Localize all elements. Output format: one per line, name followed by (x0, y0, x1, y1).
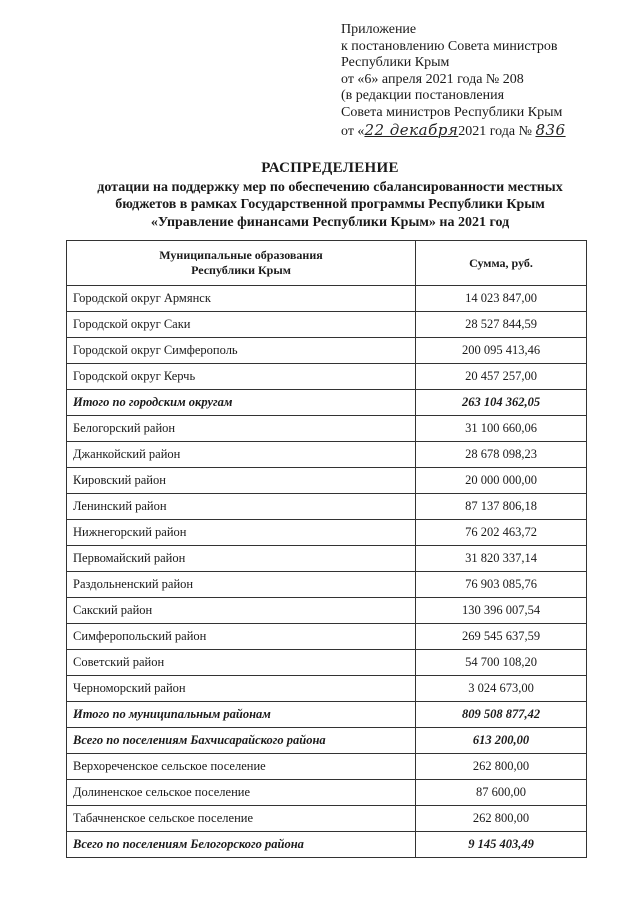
municipality-cell: Долиненское сельское поселение (67, 780, 416, 806)
appendix-last-middle: 2021 года № (458, 123, 532, 139)
table-row (67, 806, 587, 832)
table-total-row (67, 390, 587, 416)
col-header-line: Муниципальные образования (159, 248, 323, 262)
sum-cell: 613 200,00 (416, 728, 587, 754)
municipality-cell: Черноморский район (67, 676, 416, 702)
table-body (67, 286, 587, 858)
table-row (67, 624, 587, 650)
municipality-cell: Раздольненский район (67, 572, 416, 598)
sum-cell: 269 545 637,59 (416, 624, 587, 650)
municipality-cell: Городской округ Симферополь (67, 338, 416, 364)
appendix-header (341, 22, 631, 140)
municipality-cell: Ленинский район (67, 494, 416, 520)
sum-cell: 263 104 362,05 (416, 390, 587, 416)
table-row (67, 754, 587, 780)
table-row (67, 520, 587, 546)
table-row (67, 286, 587, 312)
table-row (67, 494, 587, 520)
municipality-cell: Всего по поселениям Белогорского района (67, 832, 416, 858)
table-row (67, 598, 587, 624)
table-row (67, 468, 587, 494)
handwritten-number: 836 (535, 120, 566, 139)
table-row (67, 416, 587, 442)
appendix-line: Совета министров Республики Крым (341, 104, 563, 120)
municipality-cell: Верхореченское сельское поселение (67, 754, 416, 780)
sum-cell: 31 100 660,06 (416, 416, 587, 442)
municipality-cell: Джанкойский район (67, 442, 416, 468)
municipality-cell: Табачненское сельское поселение (67, 806, 416, 832)
title-sub-line: «Управление финансами Республики Крым» на 2021 год (150, 214, 510, 230)
appendix-line: Республики Крым (341, 55, 450, 71)
municipality-cell: Белогорский район (67, 416, 416, 442)
municipality-cell: Советский район (67, 650, 416, 676)
col-header-line: Республики Крым (191, 263, 291, 277)
municipality-cell: Симферопольский район (67, 624, 416, 650)
sum-cell: 200 095 413,46 (416, 338, 587, 364)
handwritten-date: 22 декабря (364, 120, 459, 139)
table-total-row (67, 702, 587, 728)
table-row (67, 442, 587, 468)
col-municipality-header (67, 241, 416, 286)
appendix-last-line (341, 122, 631, 141)
sum-cell: 20 457 257,00 (416, 364, 587, 390)
title-main: РАСПРЕДЕЛЕНИЕ (261, 160, 399, 176)
municipality-cell: Первомайский район (67, 546, 416, 572)
appendix-line: Приложение (341, 22, 417, 37)
title-sub-line: дотации на поддержку мер по обеспечению сбалансированности местных (97, 179, 563, 195)
appendix-line: от «6» апреля 2021 года № 208 (341, 71, 524, 87)
table-row (67, 650, 587, 676)
document-title (40, 160, 620, 231)
municipality-cell: Городской округ Армянск (67, 286, 416, 312)
municipality-cell: Городской округ Саки (67, 312, 416, 338)
table-total-row (67, 728, 587, 754)
municipality-cell: Нижнегорский район (67, 520, 416, 546)
sum-cell: 28 678 098,23 (416, 442, 587, 468)
table-header-row (67, 241, 587, 286)
sum-cell: 3 024 673,00 (416, 676, 587, 702)
municipality-cell: Итого по муниципальным районам (67, 702, 416, 728)
table-row (67, 312, 587, 338)
sum-cell: 262 800,00 (416, 754, 587, 780)
sum-cell: 87 137 806,18 (416, 494, 587, 520)
appendix-line: (в редакции постановления (341, 88, 505, 104)
sum-cell: 31 820 337,14 (416, 546, 587, 572)
sum-cell: 54 700 108,20 (416, 650, 587, 676)
distribution-table (66, 240, 587, 858)
municipality-cell: Кировский район (67, 468, 416, 494)
sum-cell: 262 800,00 (416, 806, 587, 832)
table-total-row (67, 832, 587, 858)
table-row (67, 780, 587, 806)
table-row (67, 572, 587, 598)
sum-cell: 9 145 403,49 (416, 832, 587, 858)
municipality-cell: Сакский район (67, 598, 416, 624)
municipality-cell: Всего по поселениям Бахчисарайского района (67, 728, 416, 754)
sum-cell: 809 508 877,42 (416, 702, 587, 728)
sum-cell: 14 023 847,00 (416, 286, 587, 312)
table-row (67, 338, 587, 364)
appendix-last-prefix: от « (341, 123, 365, 139)
municipality-cell: Городской округ Керчь (67, 364, 416, 390)
title-sub-line: бюджетов в рамках Государственной программы Республики Крым (115, 197, 545, 212)
col-sum-header: Сумма, руб. (416, 241, 587, 286)
sum-cell: 76 202 463,72 (416, 520, 587, 546)
sum-cell: 87 600,00 (416, 780, 587, 806)
municipality-cell: Итого по городским округам (67, 390, 416, 416)
sum-cell: 130 396 007,54 (416, 598, 587, 624)
table-row (67, 546, 587, 572)
sum-cell: 28 527 844,59 (416, 312, 587, 338)
appendix-line: к постановлению Совета министров (341, 38, 558, 54)
sum-cell: 20 000 000,00 (416, 468, 587, 494)
table-row (67, 364, 587, 390)
sum-cell: 76 903 085,76 (416, 572, 587, 598)
table-row (67, 676, 587, 702)
